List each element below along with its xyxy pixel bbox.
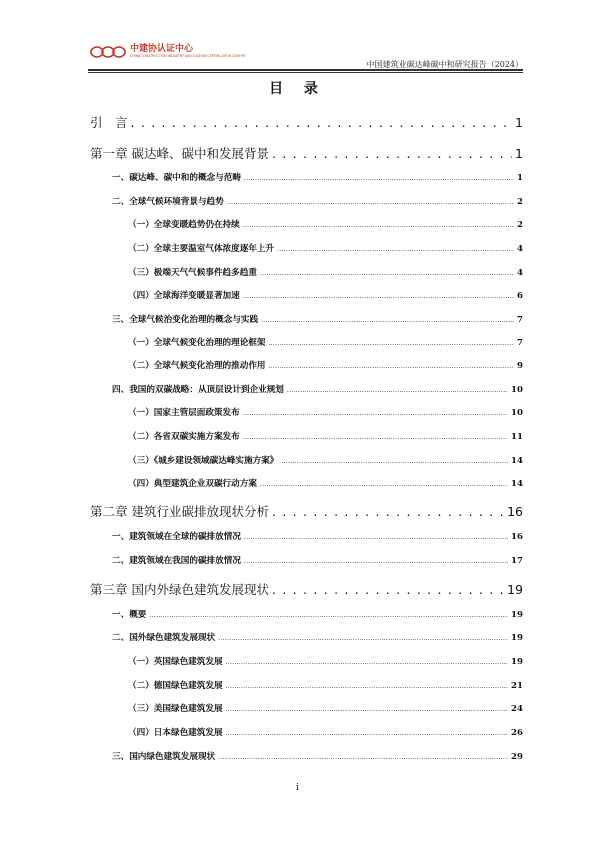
toc-entry[interactable] (128, 655, 523, 667)
toc-entry[interactable] (128, 430, 523, 442)
header-divider (88, 69, 523, 71)
toc-entry[interactable] (112, 171, 523, 183)
toc-entry-page: 19 (511, 633, 523, 643)
toc-entry-page: 4 (517, 268, 523, 278)
toc-leader-dots (272, 146, 512, 161)
toc-entry[interactable] (128, 266, 523, 278)
toc-entry[interactable] (128, 702, 523, 714)
toc-entry-label: 三、国内绿色建筑发展现状 (112, 752, 216, 762)
toc-entry-page: 14 (511, 479, 523, 489)
logo-name-cn: 中建协认证中心 (130, 44, 194, 55)
header-divider-thin (88, 72, 523, 73)
toc-entry[interactable] (128, 359, 523, 371)
toc-entry-page: 7 (517, 315, 523, 325)
toc-entry-label: （一）全球变暖趋势仍在持续 (128, 220, 240, 230)
toc-entry-label: （一）英国绿色建筑发展 (128, 657, 223, 667)
toc-leader-dots (260, 268, 514, 278)
toc-leader-dots (243, 408, 508, 418)
toc-entry[interactable] (128, 289, 523, 301)
toc-entry-label: 二、建筑领域在我国的碳排放情况 (112, 556, 241, 566)
toc-entry-page: 6 (517, 291, 523, 301)
toc-entry-label: （二）全球气候变化治理的推动作用 (128, 361, 266, 371)
toc-entry-label: （三）《城乡建设领域碳达峰实施方案》 (128, 456, 279, 466)
toc-entry-label: （四）日本绿色建筑发展 (128, 728, 223, 738)
organization-logo (90, 44, 245, 60)
toc-entry-page: 26 (511, 728, 523, 738)
toc-entry-page: 4 (517, 244, 523, 254)
toc-leader-dots (269, 361, 515, 371)
toc-entry-label: （二）德国绿色建筑发展 (128, 681, 223, 691)
toc-entry[interactable] (112, 530, 523, 542)
toc-leader-dots (244, 532, 508, 542)
toc-entry-page: 10 (511, 408, 523, 418)
toc-entry-page: 19 (511, 657, 523, 667)
toc-leader-dots (226, 657, 508, 667)
toc-entry-label: （四）全球海洋变暖显著加速 (128, 291, 240, 301)
toc-entry-label: （一）国家主管层面政策发布 (128, 408, 240, 418)
toc-entry-label: 一、建筑领域在全球的碳排放情况 (112, 532, 241, 542)
toc-entry-label: （二）各省双碳实施方案发布 (128, 432, 240, 442)
toc-entry[interactable] (128, 242, 523, 254)
toc-entry-page: 2 (517, 197, 523, 207)
toc-entry-page: 19 (511, 610, 523, 620)
toc-leader-dots (218, 633, 508, 643)
toc-entry-page: 2 (517, 220, 523, 230)
toc-leader-dots (277, 244, 514, 254)
toc-entry[interactable] (128, 477, 523, 489)
toc-leader-dots (261, 315, 514, 325)
toc-entry[interactable] (128, 406, 523, 418)
toc-leader-dots (244, 173, 514, 183)
page-header (0, 0, 595, 70)
toc-entry-page: 9 (517, 361, 523, 371)
toc-leader-dots (226, 681, 508, 691)
toc-entry-label: 第三章 国内外绿色建筑发展现状 (90, 582, 269, 597)
toc-entry-label: 二、国外绿色建筑发展现状 (112, 633, 216, 643)
rings-logo-icon (90, 46, 126, 58)
toc-entry-page: 16 (511, 532, 523, 542)
toc-entry-label: 第二章 建筑行业碳排放现状分析 (90, 504, 269, 519)
logo-name-en: CHINA CONSTRUCTION INDUSTRY ASSOCIATION CERTIFICATION CENTER (130, 54, 246, 59)
toc-entry[interactable] (112, 313, 523, 325)
toc-entry-page: 7 (517, 338, 523, 348)
toc-leader-dots (218, 752, 508, 762)
toc-leader-dots (272, 504, 504, 519)
toc-entry-page: 19 (507, 582, 523, 597)
toc-entry-page: 16 (507, 504, 523, 519)
toc-entry-page: 11 (511, 432, 523, 442)
toc-entry-page: 17 (511, 556, 523, 566)
toc-entry[interactable] (112, 608, 523, 620)
toc-entry-label: （二）全球主要温室气体浓度逐年上升 (128, 244, 275, 254)
toc-entry[interactable] (112, 750, 523, 762)
toc-entry[interactable] (90, 113, 523, 131)
toc-leader-dots (244, 556, 508, 566)
toc-leader-dots (269, 338, 515, 348)
toc-entry[interactable] (112, 195, 523, 207)
toc-entry[interactable] (128, 454, 523, 466)
toc-entry[interactable] (112, 554, 523, 566)
toc-title: 目 录 (269, 81, 326, 97)
toc-entry-label: （一）全球气候变化治理的理论框架 (128, 338, 266, 348)
toc-leader-dots (243, 432, 508, 442)
toc-entry[interactable] (128, 336, 523, 348)
toc-entry-label: 二、全球气候环境背景与趋势 (112, 197, 224, 207)
toc-entry[interactable] (90, 580, 523, 598)
report-title: 中国建筑业碳达峰碳中和研究报告（2024） (366, 60, 523, 69)
toc-leader-dots (243, 220, 514, 230)
toc-leader-dots (243, 291, 514, 301)
toc-entry-label: （三）美国绿色建筑发展 (128, 704, 223, 714)
toc-leader-dots (287, 385, 508, 395)
toc-leader-dots (227, 197, 514, 207)
toc-entry-label: 三、全球气候治变化治理的概念与实践 (112, 315, 259, 325)
page-number: i (296, 783, 299, 793)
toc-entry[interactable] (128, 218, 523, 230)
toc-leader-dots (281, 456, 508, 466)
toc-entry-label: （三）极端天气气候事件趋多趋重 (128, 268, 257, 278)
toc-entry[interactable] (112, 631, 523, 643)
toc-leader-dots (226, 704, 508, 714)
toc-entry[interactable] (112, 383, 523, 395)
toc-entry[interactable] (90, 144, 523, 162)
toc-entry-page: 29 (511, 752, 523, 762)
toc-entry-label: 第一章 碳达峰、碳中和发展背景 (90, 146, 269, 161)
toc-entry-page: 14 (511, 456, 523, 466)
toc-entry[interactable] (128, 726, 523, 738)
toc-leader-dots (260, 479, 508, 489)
toc-entry-label: 四、我国的双碳战略：从顶层设计到企业规划 (112, 385, 284, 395)
toc-entry-label: 引 言 (90, 115, 128, 130)
toc-leader-dots (131, 115, 513, 130)
toc-leader-dots (226, 728, 508, 738)
toc-entry-label: 一、概要 (112, 610, 147, 620)
toc-entry-label: （四）典型建筑企业双碳行动方案 (128, 479, 257, 489)
toc-entry[interactable] (128, 679, 523, 691)
toc-entry-page: 24 (511, 704, 523, 714)
toc-entry-page: 21 (511, 681, 523, 691)
toc-entry-page: 10 (511, 385, 523, 395)
toc-leader-dots (149, 610, 508, 620)
toc-leader-dots (272, 582, 504, 597)
toc-entry-page: 1 (515, 146, 523, 161)
toc-entry-page: 1 (517, 173, 523, 183)
toc-entry-page: 1 (515, 115, 523, 130)
toc-entry-label: 一、碳达峰、碳中和的概念与范畴 (112, 173, 241, 183)
toc-entry[interactable] (90, 502, 523, 520)
